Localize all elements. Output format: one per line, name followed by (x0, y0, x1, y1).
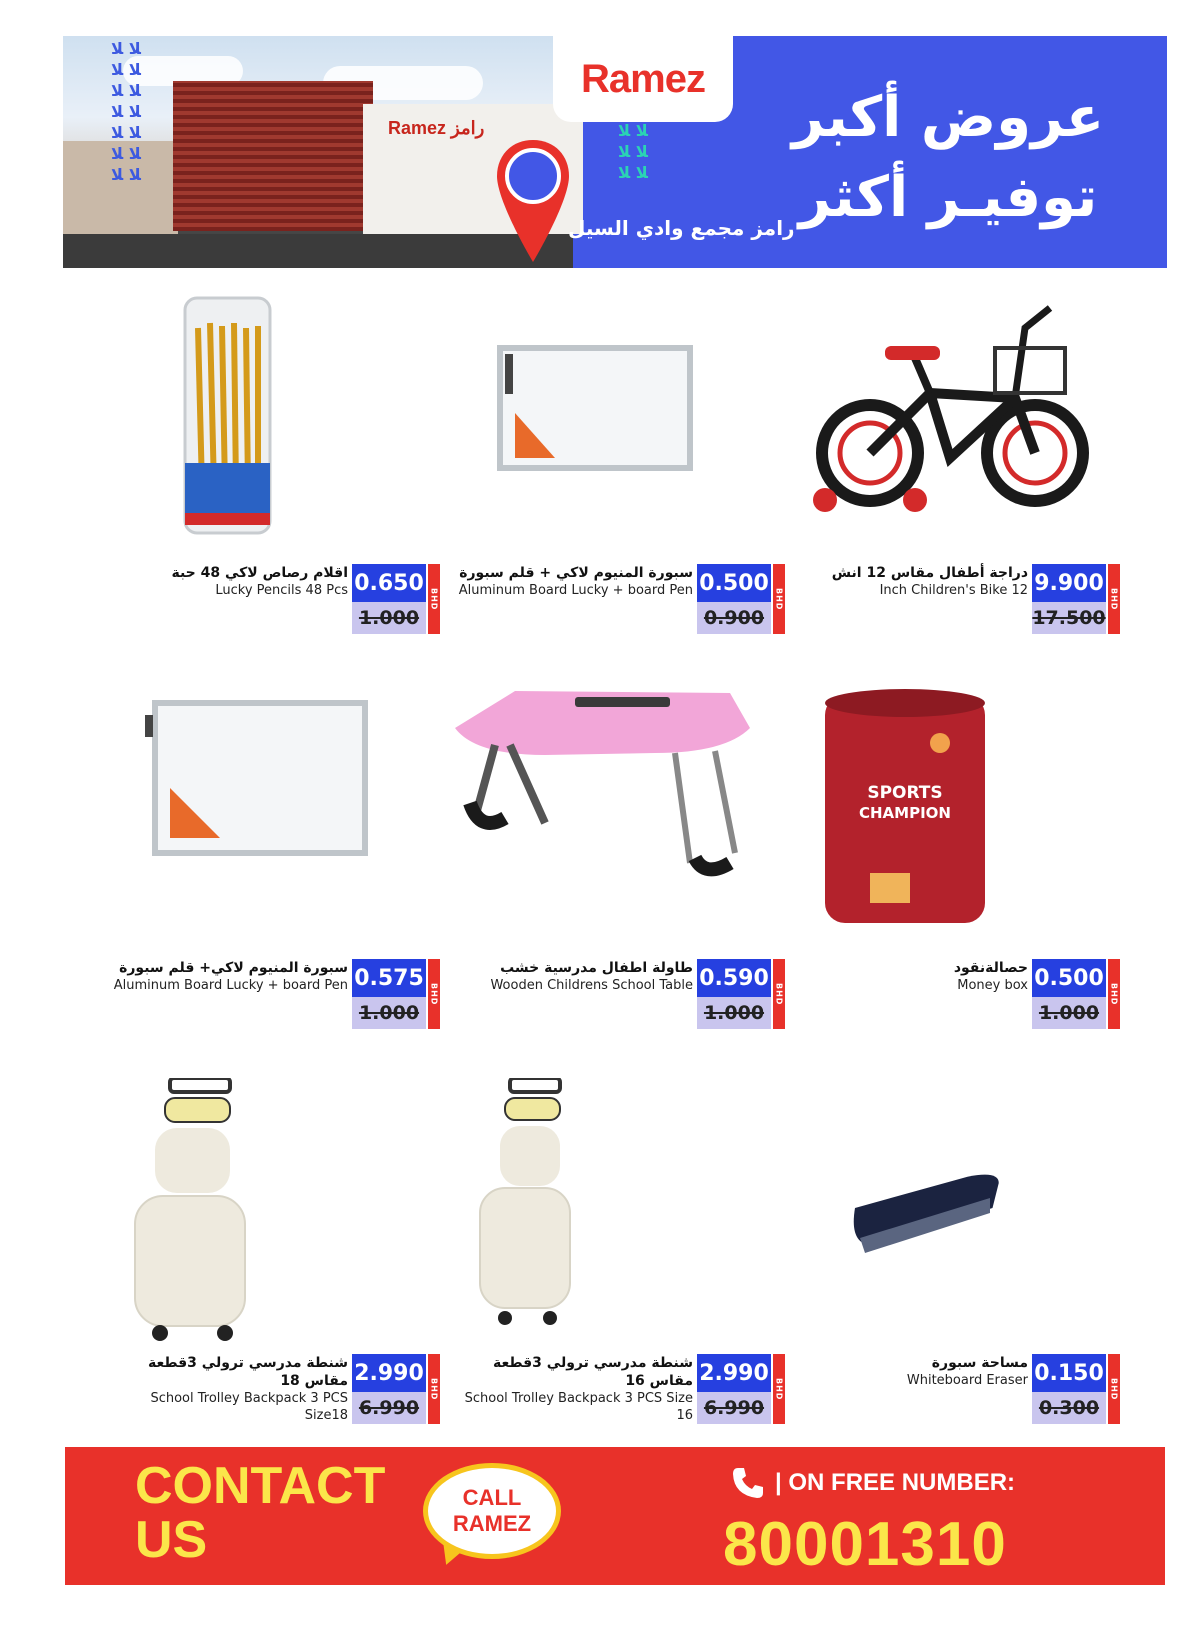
product-name-ar: اقلام رصاص لاكي 48 حبة (171, 565, 348, 581)
product-card[interactable] (790, 683, 1120, 1053)
product-name-en: Whiteboard Eraser (906, 1373, 1028, 1388)
svg-text:CHAMPION: CHAMPION (859, 804, 951, 822)
sale-price: 0.500 (1032, 959, 1106, 997)
currency-label: BHD (1108, 564, 1120, 634)
whiteboard-icon (110, 683, 440, 953)
phone-icon (730, 1465, 766, 1501)
old-price: 1.000 (697, 997, 771, 1029)
old-price: 1.000 (352, 997, 426, 1029)
currency-label: BHD (773, 1354, 785, 1424)
sale-price: 0.575 (352, 959, 426, 997)
product-name-en: Lucky Pencils 48 Pcs (215, 583, 348, 598)
product-card[interactable] (790, 288, 1120, 658)
old-price: 1.000 (352, 602, 426, 634)
old-price: 0.300 (1032, 1392, 1106, 1424)
whiteboard-icon (455, 288, 785, 558)
price-tag (697, 959, 785, 1029)
product-name-en: Aluminum Board Lucky + board Pen (458, 583, 693, 598)
slogan-line1: عروض أكبر (791, 85, 1105, 150)
header-banner (63, 36, 1167, 268)
lap-table-icon (455, 683, 785, 953)
sale-price: 2.990 (352, 1354, 426, 1392)
product-name-ar: دراجة أطفال مقاس 12 انش (831, 565, 1028, 581)
price-tag (697, 564, 785, 634)
product-card[interactable] (110, 683, 440, 1053)
currency-label: BHD (773, 959, 785, 1029)
trolley-backpack-icon (110, 1078, 440, 1348)
logo-text: Ramez (581, 56, 705, 101)
store-photo: Ramez رامز ﻼ ﻼ ﻼ ﻼ ﻼ ﻼ ﻼ ﻼ ﻼ ﻼ ﻼ ﻼ ﻼ ﻼ (63, 36, 573, 268)
currency-label: BHD (1108, 1354, 1120, 1424)
old-price: 0.900 (697, 602, 771, 634)
price-tag (1032, 1354, 1120, 1424)
currency-label: BHD (773, 564, 785, 634)
price-tag (1032, 564, 1120, 634)
decorative-pattern: ﻼ ﻼ ﻼ ﻼ ﻼ ﻼ (618, 121, 648, 182)
product-card[interactable] (110, 288, 440, 658)
sale-price: 2.990 (697, 1354, 771, 1392)
sale-price: 0.150 (1032, 1354, 1106, 1392)
location-pin-icon (493, 136, 573, 266)
building-sign: Ramez رامز (388, 118, 485, 138)
sale-price: 0.500 (697, 564, 771, 602)
svg-text:SPORTS: SPORTS (867, 783, 943, 803)
sale-price: 0.590 (697, 959, 771, 997)
free-number-label: | ON FREE NUMBER: (775, 1469, 1016, 1496)
ramez-logo (553, 36, 733, 122)
money-box-icon (790, 683, 1120, 953)
product-card[interactable] (110, 1078, 440, 1448)
product-name-en: Inch Children's Bike 12 (879, 583, 1028, 598)
price-tag (1032, 959, 1120, 1029)
contact-heading: CONTACT US (135, 1457, 386, 1569)
product-name-ar: سبورة المنيوم لاكي+ قلم سبورة (119, 960, 348, 976)
trolley-backpack-icon (455, 1078, 785, 1348)
price-tag (352, 959, 440, 1029)
product-name-ar: مساحة سبورة (931, 1355, 1028, 1371)
bubble-line1: CALL (462, 1485, 522, 1510)
product-name-ar: شنطة مدرسي ترولي 3قطعة مقاس 18 (147, 1355, 348, 1389)
price-tag (352, 564, 440, 634)
sale-price: 9.900 (1032, 564, 1106, 602)
currency-label: BHD (428, 959, 440, 1029)
product-name-en: Money box (957, 978, 1028, 993)
slogan-line2: توفيـر أكثر (798, 165, 1098, 230)
currency-label: BHD (428, 1354, 440, 1424)
contact-footer (65, 1447, 1165, 1585)
product-card[interactable] (455, 288, 785, 658)
product-card[interactable] (790, 1078, 1120, 1448)
eraser-icon (790, 1078, 1120, 1348)
product-name-en: Wooden Childrens School Table (490, 978, 693, 993)
product-name-en: School Trolley Backpack 3 PCS Size18 (150, 1391, 348, 1423)
product-card[interactable] (455, 1078, 785, 1448)
old-price: 6.990 (697, 1392, 771, 1424)
bubble-line2: RAMEZ (452, 1511, 532, 1536)
free-phone-number[interactable]: 80001310 (723, 1510, 1007, 1579)
product-card[interactable] (455, 683, 785, 1053)
pencil-tube-icon (110, 288, 440, 558)
product-name-en: Aluminum Board Lucky + board Pen (113, 978, 348, 993)
product-name-ar: حصالةنقود (953, 960, 1028, 976)
currency-label: BHD (428, 564, 440, 634)
currency-label: BHD (1108, 959, 1120, 1029)
branch-name: رامز مجمع وادي السيل (568, 216, 795, 240)
product-name-en: School Trolley Backpack 3 PCS Size 16 (464, 1391, 693, 1423)
old-price: 17.500 (1032, 602, 1106, 634)
bicycle-icon (790, 288, 1120, 558)
product-name-ar: شنطة مدرسي ترولي 3قطعة مقاس 16 (492, 1355, 693, 1389)
old-price: 1.000 (1032, 997, 1106, 1029)
product-name-ar: طاولة اطفال مدرسية خشب (500, 960, 693, 976)
old-price: 6.990 (352, 1392, 426, 1424)
call-ramez-bubble[interactable] (423, 1463, 561, 1559)
price-tag (352, 1354, 440, 1424)
price-tag (697, 1354, 785, 1424)
product-name-ar: سبورة المنيوم لاكي + قلم سبورة (459, 565, 693, 581)
sale-price: 0.650 (352, 564, 426, 602)
